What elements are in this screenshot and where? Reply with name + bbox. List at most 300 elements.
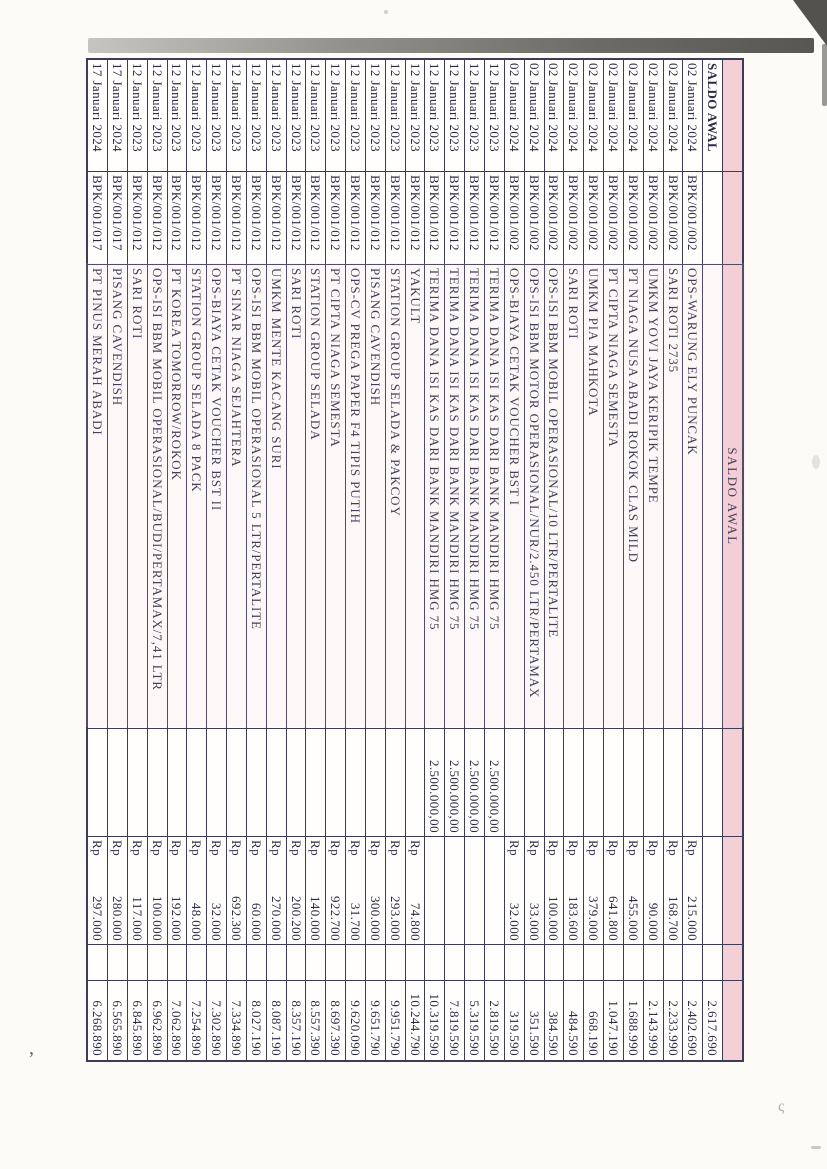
cell-description: OPS-CV PREGA PAPER F4 TIPIS PUTIH [346,265,365,729]
cell-balance: 7.302.890 [209,1000,225,1056]
cell-description: STATION GROUP SELADA & PAKCOY [386,265,405,729]
currency-prefix: Rp [308,840,324,856]
cell-amount [287,837,306,945]
cell-voucher-code: BPK/001/012 [207,172,226,265]
cell-voucher-code: BPK/001/002 [584,172,603,265]
cell-voucher-code: BPK/001/002 [664,172,683,265]
cell-gap [564,945,583,981]
cell-voucher-code: BPK/001/002 [624,172,643,265]
cell-amount [88,837,107,945]
cell-balance: 2.402.690 [685,1000,701,1056]
cell-balance: 1.688.990 [625,1000,641,1056]
amount-value: 117.000 [129,896,145,941]
table-row [425,60,445,1060]
currency-prefix: Rp [625,840,641,856]
cell-voucher-code: BPK/001/012 [485,172,504,265]
cell-voucher-code: BPK/001/012 [287,172,306,265]
currency-prefix: Rp [248,840,264,856]
cell-balance: 7.254.890 [189,1000,205,1056]
amount-value: 641.800 [606,895,622,941]
cell-debit [604,729,623,837]
cell-balance: 9.620.090 [348,1000,364,1056]
cell-amount [644,837,663,945]
cell-amount [604,837,623,945]
table-row [365,60,385,1060]
cell-voucher-code: BPK/001/002 [604,172,623,265]
currency-prefix: Rp [506,840,522,856]
cell-gap [445,945,464,981]
cell-gap [426,945,445,981]
cell-voucher-code: BPK/001/002 [545,172,564,265]
cell-voucher-code: BPK/001/002 [505,172,524,265]
cell-code [723,172,742,265]
cell-gap [148,945,167,981]
cell-voucher-code: BPK/001/012 [247,172,266,265]
cell-description: PT KOREA TOMORROW/ROKOK [168,265,187,729]
cell-voucher-code: BPK/001/012 [306,172,325,265]
cell-code [703,172,722,265]
currency-prefix: Rp [348,840,364,856]
table-row [325,60,345,1060]
amount-value: 192.000 [169,895,185,941]
table-row [266,60,286,1060]
cell-description: OPS-BIAYA CETAK VOUCHER BST II [207,265,226,729]
scan-corner-shadow [793,0,827,46]
cell-amount [426,837,445,945]
table-row [544,60,564,1060]
amount-value: 33.000 [526,902,542,941]
table-row [345,60,365,1060]
cell-debit [207,729,226,837]
cell-description: PT NIAGA NUSA ABADI ROKOK CLAS MILD [624,265,643,729]
cell-amount [346,837,365,945]
opening-balance-row [702,60,722,1060]
cell-balance: 668.190 [586,1010,602,1056]
cell-amount [247,837,266,945]
cell-debit [88,729,107,837]
cell-voucher-code: BPK/001/012 [326,172,345,265]
table-row [127,60,147,1060]
cell-gap [88,945,107,981]
cell-gap [406,945,425,981]
table-row [107,60,127,1060]
cell-voucher-code: BPK/001/012 [187,172,206,265]
cell-amount [267,837,286,945]
cell-voucher-code: BPK/001/012 [406,172,425,265]
cell-description: OPS-ISI BBM MOTOR OPERASIONAL/NUR/2.450 LTR/PERTAMAX [525,265,544,729]
cell-debit [564,729,583,837]
scan-pen-mark [811,1146,821,1149]
cell-date: 12 Januari 2023 [406,60,425,172]
table-row [603,60,623,1060]
amount-value: 100.000 [149,895,165,941]
table-row [563,60,583,1060]
cell-debit [723,729,742,837]
amount-value: 183.600 [566,895,582,941]
cell-date: 12 Januari 2023 [306,60,325,172]
cell-date: 12 Januari 2023 [128,60,147,172]
cell-balance: 10.244.790 [407,993,423,1056]
cell-balance: 7.819.590 [447,1000,463,1056]
amount-value: 32.000 [506,902,522,941]
cell-date: 02 Januari 2024 [604,60,623,172]
cell-description: OPS-ISI BBM MOBIL OPERASIONAL/10 LTR/PERTALITE [545,265,564,729]
cell-date: 12 Januari 2023 [366,60,385,172]
cell-gap [326,945,345,981]
cell-gap [683,945,702,981]
cell-voucher-code: BPK/001/012 [346,172,365,265]
cell-date: 02 Januari 2024 [584,60,603,172]
cell-description: OPS-ISI BBM MOBIL OPERASIONAL 5 LTR/PERTALITE [247,265,266,729]
cell-gap [287,945,306,981]
cell-voucher-code: BPK/001/012 [445,172,464,265]
cell-amount [723,837,742,945]
table-row [385,60,405,1060]
cell-gap [485,945,504,981]
table-row [464,60,484,1060]
table-row [583,60,603,1060]
cell-voucher-code: BPK/001/017 [88,172,107,265]
currency-prefix: Rp [90,840,106,856]
currency-prefix: Rp [566,840,582,856]
cell-amount [683,837,702,945]
cell-amount [227,837,246,945]
cell-gap [366,945,385,981]
table-row [643,60,663,1060]
currency-prefix: Rp [189,840,205,856]
cell-voucher-code: BPK/001/002 [525,172,544,265]
cell-description: TERIMA DANA ISI KAS DARI BANK MANDIRI HMG 75 [465,265,484,729]
cell-amount [386,837,405,945]
cell-date: 12 Januari 2023 [287,60,306,172]
cell-balance: 9.651.790 [367,1000,383,1056]
cell-amount [485,837,504,945]
table-row [286,60,306,1060]
cell-date: 12 Januari 2023 [148,60,167,172]
currency-prefix: Rp [606,840,622,856]
cell-gap [187,945,206,981]
table-row [147,60,167,1060]
table-row [444,60,464,1060]
cell-amount [128,837,147,945]
currency-prefix: Rp [685,840,701,856]
currency-prefix: Rp [665,840,681,856]
cell-description: OPS-WARUNG ELY PUNCAK [683,265,702,729]
cell-debit [326,729,345,837]
cell-balance: 1.047.190 [606,1000,622,1056]
currency-prefix: Rp [268,840,284,856]
cell-balance: 10.319.590 [427,993,443,1056]
currency-prefix: Rp [228,840,244,856]
cell-debit [406,729,425,837]
cell-debit [187,729,206,837]
amount-value: 297.000 [90,895,106,941]
scan-speck [384,10,388,14]
cell-voucher-code: BPK/001/012 [465,172,484,265]
cell-gap [723,945,742,981]
cell-voucher-code: BPK/001/017 [108,172,127,265]
cell-description: UMKM MENTE KACANG SURI [267,265,286,729]
cell-balance: 319.590 [506,1010,522,1056]
cell-voucher-code: BPK/001/002 [644,172,663,265]
cell-debit [287,729,306,837]
amount-value: 60.000 [248,902,264,941]
amount-value: 140.000 [308,895,324,941]
cell-amount [545,837,564,945]
cell-debit [168,729,187,837]
cell-date: 02 Januari 2024 [624,60,643,172]
cell-date: 12 Januari 2023 [207,60,226,172]
cell-date: 17 Januari 2024 [108,60,127,172]
cell-date: 17 Januari 2024 [88,60,107,172]
cell-gap [465,945,484,981]
cell-description [703,265,722,729]
cell-debit [148,729,167,837]
table-row [186,60,206,1060]
amount-value: 48.000 [189,902,205,941]
cell-date [723,60,742,172]
cell-debit [644,729,663,837]
cell-voucher-code: BPK/001/012 [386,172,405,265]
cell-description: TERIMA DANA ISI KAS DARI BANK MANDIRI HMG 75 [485,265,504,729]
table-row [305,60,325,1060]
cell-amount [584,837,603,945]
cell-debit [584,729,603,837]
cell-balance: 484.590 [566,1010,582,1056]
cell-balance: 8.557.390 [308,1000,324,1056]
ledger-table [86,58,744,1062]
table-row [504,60,524,1060]
cell-debit [386,729,405,837]
scan-pen-mark: ς [778,1098,785,1115]
table-row [226,60,246,1060]
cell-amount [306,837,325,945]
table-row [206,60,226,1060]
cell-debit [505,729,524,837]
cell-date: 02 Januari 2024 [505,60,524,172]
cell-date: 12 Januari 2023 [346,60,365,172]
cell-debit [306,729,325,837]
scan-pen-mark: ’ [28,1048,35,1070]
currency-prefix: Rp [288,840,304,856]
cell-amount [624,837,643,945]
table-row [623,60,643,1060]
currency-prefix: Rp [209,840,225,856]
cell-amount [664,837,683,945]
table-row [524,60,544,1060]
amount-value: 270.000 [268,895,284,941]
cell-debit [683,729,702,837]
cell-voucher-code: BPK/001/002 [683,172,702,265]
currency-prefix: Rp [387,840,403,856]
cell-amount [108,837,127,945]
cell-balance: 8.697.390 [328,1000,344,1056]
cell-balance [723,981,742,1060]
cell-date: 12 Januari 2023 [187,60,206,172]
cell-balance: 2.617.690 [705,1000,721,1056]
cell-debit: 2.500.000,00 [426,729,445,837]
table-row [682,60,702,1060]
cell-debit [128,729,147,837]
cell-balance: 2.143.990 [645,1000,661,1056]
cell-gap [525,945,544,981]
cell-gap [168,945,187,981]
cell-gap [505,945,524,981]
cell-description: SARI ROTI [287,265,306,729]
cell-amount [564,837,583,945]
cell-amount [505,837,524,945]
cell-description: PISANG CAVENDISH [108,265,127,729]
cell-amount [207,837,226,945]
cell-voucher-code: BPK/001/012 [227,172,246,265]
cell-gap [664,945,683,981]
cell-description: PT CIPTA NIAGA SEMESTA [604,265,623,729]
cell-date: 12 Januari 2023 [445,60,464,172]
cell-description: TERIMA DANA ISI KAS DARI BANK MANDIRI HMG 75 [445,265,464,729]
amount-value: 90.000 [645,902,661,941]
cell-amount [406,837,425,945]
cell-debit [267,729,286,837]
currency-prefix: Rp [129,840,145,856]
cell-date: 12 Januari 2023 [485,60,504,172]
cell-description: SARI ROTI [128,265,147,729]
amount-value: 100.000 [546,895,562,941]
cell-date: 02 Januari 2024 [683,60,702,172]
cell-date: 12 Januari 2023 [465,60,484,172]
scan-shadow-bar [88,38,814,53]
cell-balance: 7.334.890 [228,1000,244,1056]
cell-gap [346,945,365,981]
cell-gap [306,945,325,981]
cell-description: SARI ROTI 2735 [664,265,683,729]
cell-voucher-code: BPK/001/012 [128,172,147,265]
cell-balance: 8.357.190 [288,1000,304,1056]
cell-description: OPS-BIAYA CETAK VOUCHER BST I [505,265,524,729]
cell-amount [148,837,167,945]
cell-balance: 351.590 [526,1010,542,1056]
cell-balance: 8.027.190 [248,1000,264,1056]
amount-value: 379.000 [586,895,602,941]
cell-date: 12 Januari 2023 [386,60,405,172]
amount-value: 692.300 [228,895,244,941]
cell-description: YAKULT [406,265,425,729]
scan-smudge [812,455,820,469]
table-row [663,60,683,1060]
cell-debit [247,729,266,837]
cell-voucher-code: BPK/001/012 [148,172,167,265]
cell-date: 02 Januari 2024 [644,60,663,172]
amount-value: 215.000 [685,895,701,941]
cell-date: 12 Januari 2023 [227,60,246,172]
title-row [722,60,742,1060]
currency-prefix: Rp [149,840,165,856]
cell-gap [386,945,405,981]
cell-voucher-code: BPK/001/012 [426,172,445,265]
cell-date: 02 Januari 2024 [664,60,683,172]
cell-description: PISANG CAVENDISH [366,265,385,729]
currency-prefix: Rp [546,840,562,856]
cell-balance: 6.962.890 [149,1000,165,1056]
cell-gap [227,945,246,981]
cell-amount [326,837,345,945]
cell-date: 02 Januari 2024 [525,60,544,172]
cell-description: SARI ROTI [564,265,583,729]
cell-balance: 6.268.890 [90,1000,106,1056]
cell-balance: 2.819.590 [486,1000,502,1056]
amount-value: 31.700 [348,902,364,941]
cell-balance: 6.565.890 [109,1000,125,1056]
cell-gap [604,945,623,981]
cell-description: UMKM PIA MAHKOTA [584,265,603,729]
cell-date: 12 Januari 2023 [247,60,266,172]
cell-debit: 2.500.000,00 [485,729,504,837]
cell-amount [187,837,206,945]
cell-date: 12 Januari 2023 [326,60,345,172]
amount-value: 293.000 [387,895,403,941]
currency-prefix: Rp [645,840,661,856]
cell-amount [366,837,385,945]
cell-balance: 7.062.890 [169,1000,185,1056]
cell-description: OPS-ISI BBM MOBIL OPERASIONAL/BUDI/PERTAMAX/7,41 LTR [148,265,167,729]
cell-date: 02 Januari 2024 [545,60,564,172]
cell-balance: 2.233.990 [665,1000,681,1056]
cell-balance: 6.845.890 [129,1000,145,1056]
cell-gap [128,945,147,981]
cell-balance: 9.951.790 [387,1000,403,1056]
amount-value: 200.200 [288,895,304,941]
cell-amount [465,837,484,945]
cell-debit [664,729,683,837]
table-title: SALDO AWAL [723,265,742,729]
table-row [405,60,425,1060]
cell-debit [624,729,643,837]
cell-debit [346,729,365,837]
cell-balance: 8.087.190 [268,1000,284,1056]
cell-date: 12 Januari 2023 [168,60,187,172]
cell-voucher-code: BPK/001/012 [267,172,286,265]
currency-prefix: Rp [367,840,383,856]
table-row [88,60,107,1060]
currency-prefix: Rp [586,840,602,856]
cell-gap [108,945,127,981]
cell-debit [108,729,127,837]
table-row [246,60,266,1060]
cell-description: PT SINAR NIAGA SEJAHTERA [227,265,246,729]
scan-edge-shadow [822,44,827,106]
cell-gap [644,945,663,981]
cell-gap [545,945,564,981]
cell-gap [584,945,603,981]
currency-prefix: Rp [407,840,423,856]
amount-value: 280.000 [109,895,125,941]
amount-value: 300.000 [367,895,383,941]
cell-debit [525,729,544,837]
cell-debit [227,729,246,837]
currency-prefix: Rp [328,840,344,856]
amount-value: 922.700 [328,895,344,941]
cell-debit: 2.500.000,00 [465,729,484,837]
cell-gap [247,945,266,981]
cell-balance: 384.590 [546,1010,562,1056]
cell-description: STATION GROUP SELADA 8 PACK [187,265,206,729]
amount-value: 455.000 [625,895,641,941]
cell-amount [703,837,722,945]
cell-description: TERIMA DANA ISI KAS DARI BANK MANDIRI HMG 75 [426,265,445,729]
cell-amount [445,837,464,945]
currency-prefix: Rp [526,840,542,856]
cell-date: 12 Januari 2023 [426,60,445,172]
cell-balance: 5.319.590 [467,1000,483,1056]
